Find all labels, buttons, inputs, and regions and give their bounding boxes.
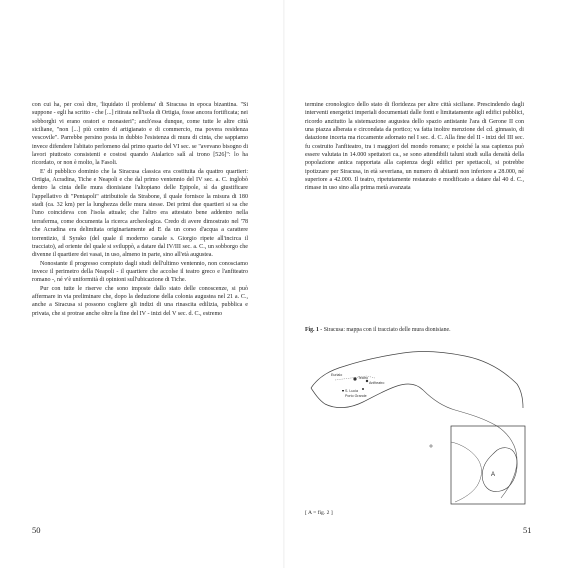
map-label: Porto Grande [345, 394, 367, 398]
figure-note: [ A = fig. 2 ] [305, 510, 333, 516]
inset-frame [451, 426, 525, 504]
right-page [284, 0, 568, 568]
inset-coast [451, 442, 482, 502]
site-marker [366, 380, 368, 382]
paragraph: termine cronologico dello stato di floridezza per altre città siciliane. Prescindendo dagli interventi energetici imperiali documentati dalle fonti e limitatamente agli edifici pubblici, ricordo anzitutto la sistemazione augustea dello spazio antistante l'ara di Gerone II con una piazza alberata e circondata da portico; va fatta inoltre menzione del cd. ginnasio, di datazione incerta ma riccamente adornato nel I sec. d. C. Alla fine del II - inizi del III sec. fu costruito l'anfiteatro, tra i maggiori del mondo romano; e poiché la sua capienza può essere valutata in 14.000 spettatori ca., se sono attendibili taluni studi sulla densità della popolazione antica rapportata alla capienza degli edifici per spettacoli, si potrebbe ipotizzare per Siracusa, in età severiana, un numero di abitanti non inferiore a 28.000, né superiore a 42.000. Il teatro, ripetutamente restaurato e modificato a datare dal 40 d. C., rimase in uso sino alla prima metà avanzata [305, 102, 524, 192]
site-marker [342, 390, 344, 391]
page-number: 51 [523, 525, 532, 535]
figure-caption-text: - Siracusa: mappa con il tracciato delle mura dionisiane. [318, 327, 451, 333]
paragraph: Nonostante il progresso compiuto dagli studi dell'ultimo ventennio, non conosciamo invece il perimetro della Neapoli - il quartiere che accolse il teatro greco e l'anfiteatro romano -, né v'è uniformità di opinioni sull'ubicazione di Tiche. [32, 260, 248, 284]
map-label: Teatro [358, 376, 368, 380]
wall-outline-south [311, 384, 423, 408]
siracusa-wall-map [305, 346, 527, 506]
site-marker [353, 377, 356, 380]
map-label: S. Lucia [345, 389, 358, 393]
page-number: 50 [32, 525, 41, 535]
inset-letter: A [491, 472, 496, 478]
paragraph: E' di pubblico dominio che la Siracusa classica era costituita da quattro quartieri: Ortigia, Acradina, Tiche e Neapoli e che dal primo ventennio del IV sec. a. C. inglobò dentro la cinta delle mura dionisiane l'altopiano delle Epipole, sì da giustificare l'appellativo di "Pentapoli" attribuitole da Strabone, il quale fornisce la misura di 180 stadi (ca. 32 km) per la lunghezza delle mura stesse. Dei primi due quartieri si sa che l'uno coincideva con l'isola attuale; che l'altro era attestato bene addentro nella terraferma, come documenta la ricerca archeologica. Credo di avere dimostrato nel '78 che Acradina era delimitata originariamente ad E da un corso d'acqua a carattere torrentizio, il Syrako (del quale il moderno canale s. Giorgio ripete all'incirca il tracciato), ad oriente del quale si sviluppò, a datare dal IV/III sec. a. C., un sobborgo che divenne il quartiere dei vasai, in uso, almeno in parte, sino all'età augustea. [32, 168, 248, 259]
paragraph: Pur con tutte le riserve che sono imposte dallo stato delle conoscenze, si può affermare in via preliminare che, dopo la deduzione della colonia augustea nel 21 a. C., anche a Siracusa si possono cogliere gli indizi di una rinascita edilizia, pubblica e privata, che si protrae anche oltre la fine del IV - inizi del V sec. d. C., estremo [32, 285, 248, 317]
ortigia-shape [482, 448, 517, 492]
site-marker [362, 388, 364, 390]
right-text-column [305, 101, 524, 193]
paragraph: con cui ha, per così dire, 'liquidato il problema' di Siracusa in epoca bizantina. "Si suppone - egli ha scritto - che [...] ritirata nell'isola di Ortigia, fosse ancora fortificata; nei sobborghi vi erano oratori e monasteri"; anch'essa dunque, come tutte le altre città siciliane, "non [...] più centro di artigianato e di commercio, ma povera residenza vescovile". Parrebbe persino posta in dubbio l'esistenza di mura di cinta, che sappiamo invece difendere l'abitato perlomeno dal primo quarto del VI sec. se "avevano bisogno di lavori piuttosto consistenti e costosi quando Atalarico salì al trono [526]": lo ha ricordato, or non è molto, la Fasoli. [32, 102, 248, 167]
map-label: Anfiteatro [369, 381, 385, 385]
wall-outline [311, 352, 523, 408]
compass-mark [429, 444, 433, 448]
figure-label: Fig. 1 [305, 327, 319, 333]
left-text-column [32, 101, 248, 318]
figure-caption [305, 327, 525, 334]
coastline [423, 390, 517, 498]
map-label: Eurialo [331, 373, 343, 377]
